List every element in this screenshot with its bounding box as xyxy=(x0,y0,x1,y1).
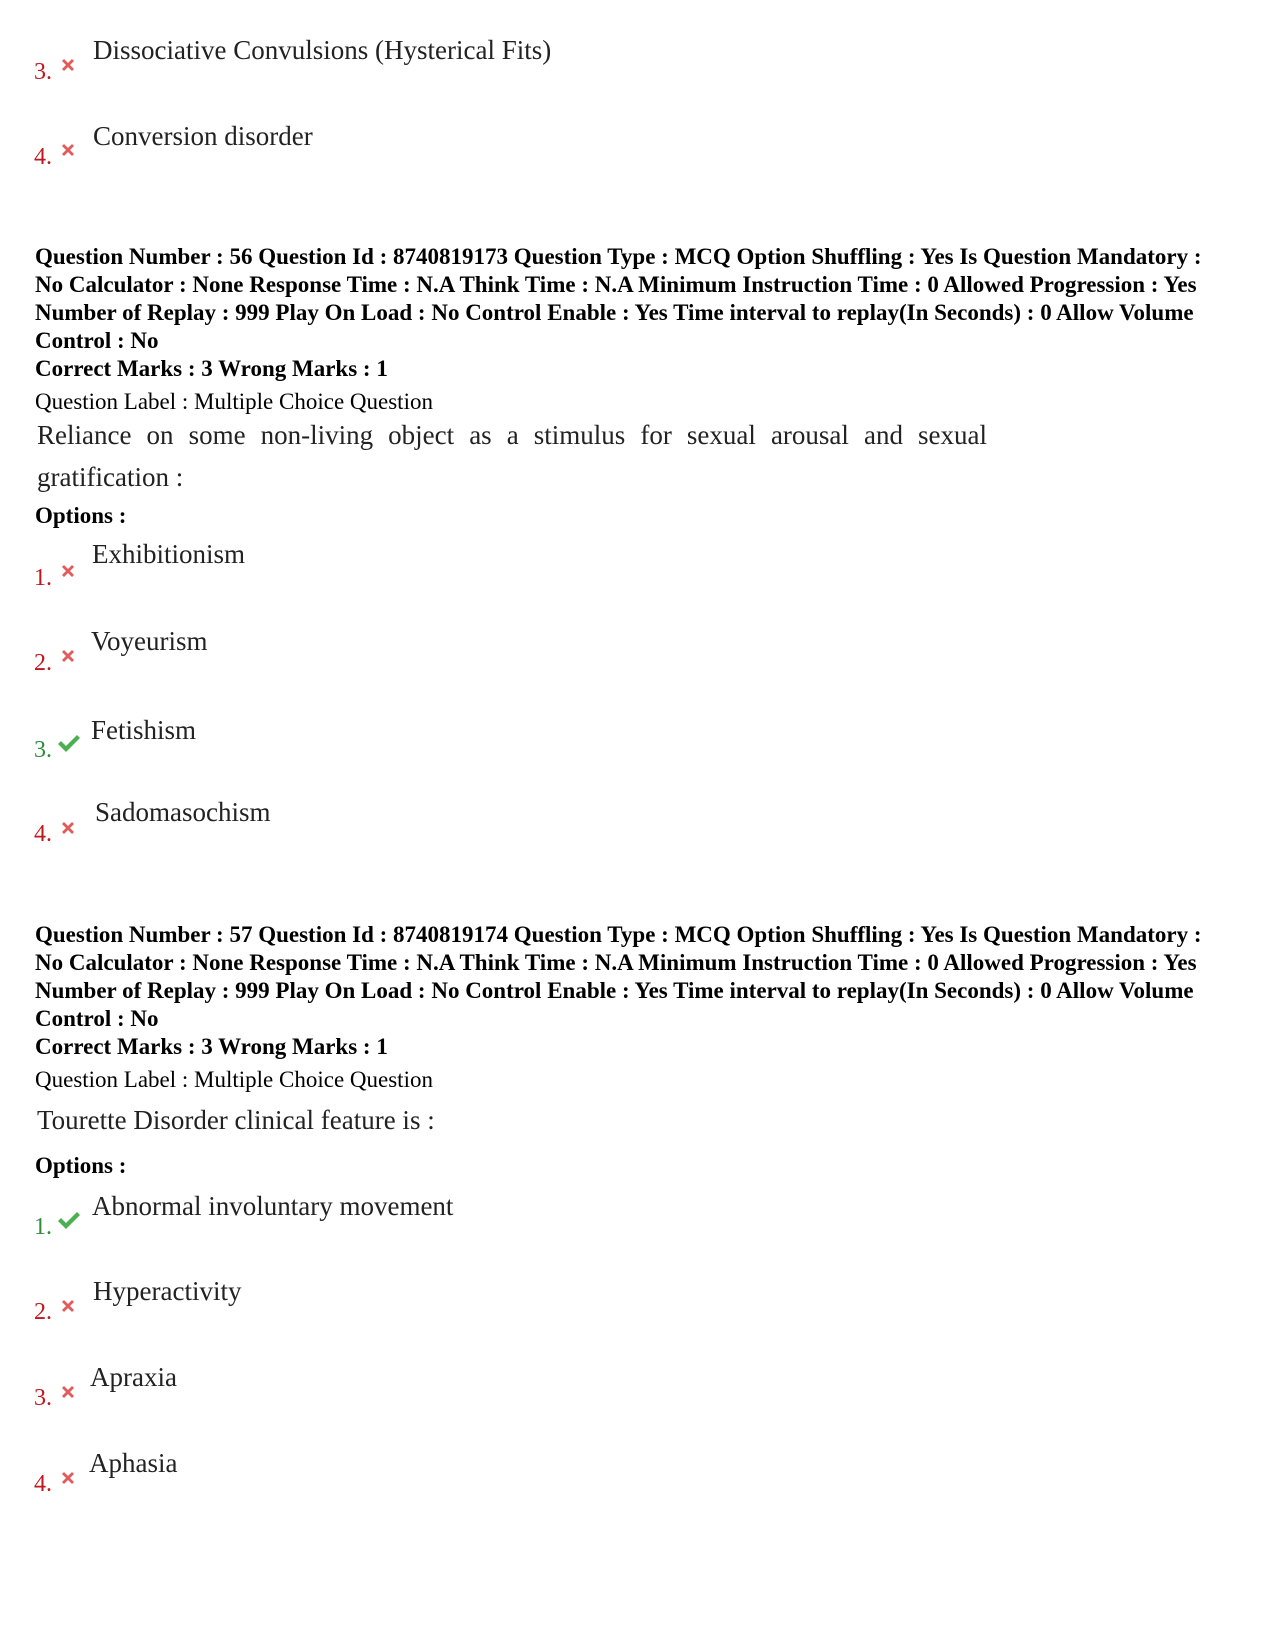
option-number: 4. xyxy=(34,144,52,170)
cross-icon xyxy=(60,1384,80,1404)
option-text: Sadomasochism xyxy=(95,797,271,827)
question-meta: Question Number : 56 Question Id : 8740819173 Question Type : MCQ Option Shuffling : Yes Is Question Mandatory : No Calculator : None Response Time : N.A Think Time : N.A Minimum Instruction Time : 0 Allowed Progression : Yes Number of Replay : 999 Play On Load : No Control Enable : Yes Time interval to replay(In Seconds) : 0 Allow Volume Control : No xyxy=(35,244,1202,353)
cross-icon xyxy=(60,1470,80,1490)
options-heading: Options : xyxy=(35,1153,127,1178)
option-number: 2. xyxy=(34,1299,52,1325)
cross-icon xyxy=(60,142,80,162)
option-text: Aphasia xyxy=(89,1448,178,1478)
question-text: Tourette Disorder clinical feature is : xyxy=(37,1105,435,1135)
cross-icon xyxy=(60,820,80,840)
question-meta: Question Number : 57 Question Id : 8740819174 Question Type : MCQ Option Shuffling : Yes Is Question Mandatory : No Calculator : None Response Time : N.A Think Time : N.A Minimum Instruction Time : 0 Allowed Progression : Yes Number of Replay : 999 Play On Load : No Control Enable : Yes Time interval to replay(In Seconds) : 0 Allow Volume Control : No xyxy=(35,922,1202,1031)
cross-icon xyxy=(60,1298,80,1318)
option-number: 4. xyxy=(34,821,52,847)
check-icon xyxy=(57,733,77,753)
cross-icon xyxy=(60,648,80,668)
option-text: Dissociative Convulsions (Hysterical Fits) xyxy=(93,35,552,65)
option-text: Conversion disorder xyxy=(93,121,313,151)
question-label: Question Label : Multiple Choice Question xyxy=(35,389,433,414)
question-marks: Correct Marks : 3 Wrong Marks : 1 xyxy=(35,1034,388,1059)
option-text: Apraxia xyxy=(90,1362,177,1392)
cross-icon xyxy=(60,563,80,583)
option-number: 3. xyxy=(34,1385,52,1411)
check-icon xyxy=(57,1210,77,1230)
question-text: Reliance on some non-living object as a stimulus for sexual arousal and sexual gratification : xyxy=(37,420,987,492)
option-number: 3. xyxy=(34,737,52,763)
option-text: Voyeurism xyxy=(91,626,208,656)
cross-icon xyxy=(60,57,80,77)
options-heading: Options : xyxy=(35,503,127,528)
option-number: 3. xyxy=(34,59,52,85)
question-marks: Correct Marks : 3 Wrong Marks : 1 xyxy=(35,356,388,381)
question-label: Question Label : Multiple Choice Question xyxy=(35,1067,433,1092)
option-number: 2. xyxy=(34,650,52,676)
option-text: Exhibitionism xyxy=(92,539,246,569)
option-number: 1. xyxy=(34,1214,52,1240)
option-text: Abnormal involuntary movement xyxy=(92,1191,454,1221)
option-number: 4. xyxy=(34,1471,52,1497)
option-text: Hyperactivity xyxy=(93,1276,242,1306)
option-number: 1. xyxy=(34,565,52,591)
option-text: Fetishism xyxy=(91,715,197,745)
